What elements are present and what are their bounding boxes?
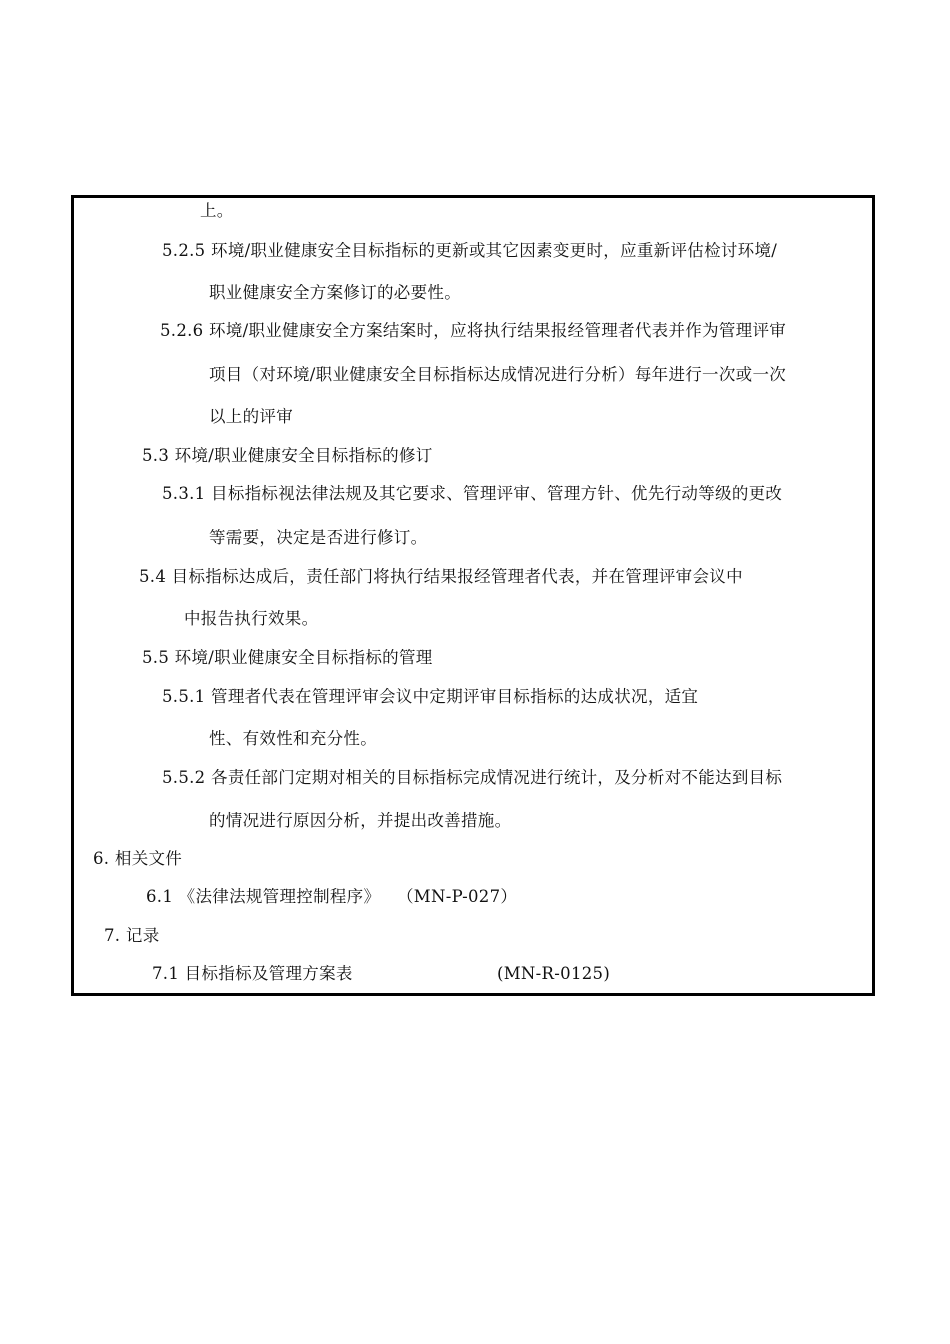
section-5-3-heading: 5.3 环境/职业健康安全目标指标的修订 (142, 446, 433, 465)
clause-5-2-6: 5.2.6 环境/职业健康安全方案结案时，应将执行结果报经管理者代表并作为管理评审 (160, 321, 787, 340)
clause-5-3-1: 5.3.1 目标指标视法律法规及其它要求、管理评审、管理方针、优先行动等级的更改 (162, 484, 783, 503)
section-6-heading: 6. 相关文件 (93, 849, 183, 868)
clause-5-5-2-cont: 的情况进行原因分析，并提出改善措施。 (209, 811, 512, 830)
clause-5-2-6-cont-1: 项目（对环境/职业健康安全目标指标达成情况进行分析）每年进行一次或一次 (209, 365, 787, 384)
clause-5-2-6-cont-2: 以上的评审 (209, 407, 293, 426)
section-5-4: 5.4 目标指标达成后，责任部门将执行结果报经管理者代表，并在管理评审会议中 (139, 567, 743, 586)
clause-5-3-1-cont: 等需要，决定是否进行修订。 (209, 528, 428, 547)
record-7-1-title: 7.1 目标指标及管理方案表 (152, 964, 353, 983)
section-5-5-heading: 5.5 环境/职业健康安全目标指标的管理 (142, 648, 433, 667)
clause-5-2-5-cont: 职业健康安全方案修订的必要性。 (209, 283, 461, 302)
clause-5-5-1-cont: 性、有效性和充分性。 (209, 729, 377, 748)
clause-5-2-5: 5.2.5 环境/职业健康安全目标指标的更新或其它因素变更时，应重新评估检讨环境/ (162, 241, 778, 260)
clause-5-5-2: 5.5.2 各责任部门定期对相关的目标指标完成情况进行统计，及分析对不能达到目标 (162, 768, 783, 787)
clause-5-5-1: 5.5.1 管理者代表在管理评审会议中定期评审目标指标的达成状况，适宜 (162, 687, 699, 706)
related-doc-6-1-code: （MN-P-027） (397, 887, 518, 906)
record-7-1-code: (MN-R-0125) (497, 964, 611, 983)
section-7-heading: 7. 记录 (104, 926, 160, 945)
section-5-4-cont: 中报告执行效果。 (184, 609, 319, 628)
text-line-continuation: 上。 (200, 201, 234, 220)
document-frame (71, 195, 875, 996)
related-doc-6-1-title: 6.1 《法律法规管理控制程序》 (146, 887, 381, 906)
